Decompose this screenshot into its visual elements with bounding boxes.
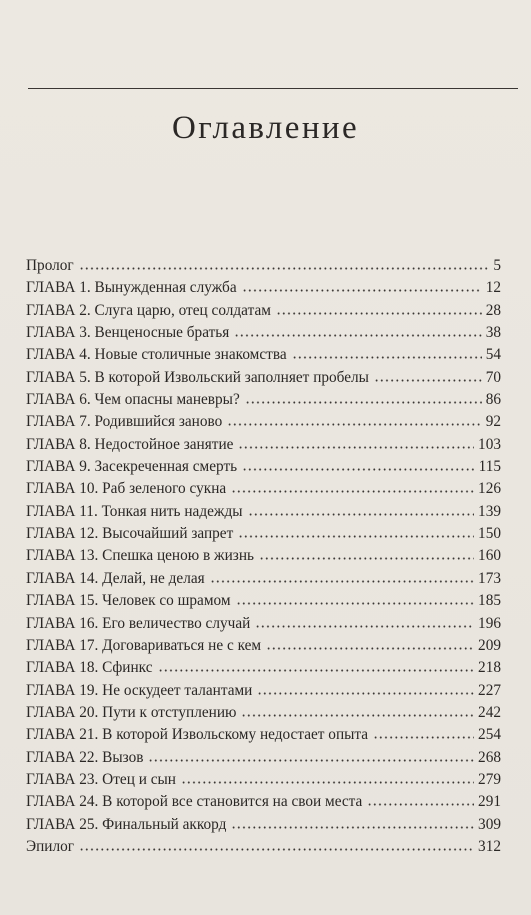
toc-entry-label: ГЛАВА 19. Не оскудеет талантами <box>26 681 253 699</box>
dot-leader <box>238 435 474 449</box>
dot-leader <box>79 256 490 270</box>
toc-entry-label: ГЛАВА 3. Венценосные братья <box>26 324 230 342</box>
toc-entry-label: ГЛАВА 5. В которой Извольский заполняет пробелы <box>26 368 369 386</box>
dot-leader <box>245 390 482 404</box>
toc-entry <box>26 702 501 724</box>
dot-leader <box>248 502 475 516</box>
dot-leader <box>234 323 481 337</box>
toc-entry <box>26 456 501 478</box>
dot-leader <box>231 479 474 493</box>
toc-entry <box>26 724 501 746</box>
toc-entry <box>26 769 501 791</box>
toc-entry-page-number: 227 <box>478 681 501 699</box>
toc-entry-page-number: 312 <box>478 837 501 855</box>
toc-entry <box>26 255 501 277</box>
toc-entry-page-number: 279 <box>478 770 501 788</box>
toc-entry-page-number: 196 <box>478 614 501 632</box>
toc-entry-label: ГЛАВА 25. Финальный аккорд <box>26 815 227 833</box>
toc-entry-label: ГЛАВА 24. В которой все становится на свои места <box>26 793 363 811</box>
toc-entry-label: ГЛАВА 11. Тонкая нить надежды <box>26 502 243 520</box>
dot-leader <box>257 681 474 695</box>
toc-entry-label: ГЛАВА 4. Новые столичные знакомства <box>26 346 287 364</box>
toc-entry-page-number: 103 <box>478 435 501 453</box>
dot-leader <box>242 457 475 471</box>
toc-entry-page-number: 70 <box>485 368 501 386</box>
dot-leader <box>374 368 482 382</box>
toc-entry <box>26 523 501 545</box>
toc-entry-label: ГЛАВА 10. Раб зеленого сукна <box>26 480 227 498</box>
toc-entry <box>26 411 501 433</box>
toc-entry-label: ГЛАВА 9. Засекреченная смерть <box>26 458 238 476</box>
toc-entry-label: ГЛАВА 15. Человек со шрамом <box>26 592 231 610</box>
toc-entry <box>26 277 501 299</box>
toc-entry <box>26 836 501 858</box>
toc-entry <box>26 300 501 322</box>
top-rule <box>28 88 518 89</box>
dot-leader <box>236 591 474 605</box>
dot-leader <box>231 815 474 829</box>
toc-entry-page-number: 86 <box>485 391 501 409</box>
toc-entry <box>26 434 501 456</box>
toc-entry <box>26 657 501 679</box>
toc-entry-label: ГЛАВА 22. Вызов <box>26 748 144 766</box>
toc-entry <box>26 501 501 523</box>
toc-entry-page-number: 209 <box>478 636 501 654</box>
dot-leader <box>266 636 474 650</box>
toc-entry <box>26 791 501 813</box>
toc-entry-page-number: 139 <box>478 502 501 520</box>
dot-leader <box>158 658 475 672</box>
toc-entry <box>26 322 501 344</box>
dot-leader <box>79 837 474 851</box>
toc-entry-page-number: 291 <box>478 793 501 811</box>
dot-leader <box>276 301 482 315</box>
page-title: Оглавление <box>171 110 360 146</box>
table-of-contents <box>26 255 501 858</box>
toc-entry-label: ГЛАВА 14. Делай, не делая <box>26 569 205 587</box>
dot-leader <box>259 546 474 560</box>
toc-entry <box>26 344 501 366</box>
dot-leader <box>255 614 474 628</box>
toc-entry <box>26 680 501 702</box>
toc-entry-label: Пролог <box>26 257 74 274</box>
toc-entry-page-number: 92 <box>485 413 501 431</box>
dot-leader <box>148 748 474 762</box>
toc-entry <box>26 635 501 657</box>
toc-entry-page-number: 309 <box>478 815 501 833</box>
toc-entry <box>26 590 501 612</box>
toc-entry-page-number: 254 <box>478 726 501 744</box>
dot-leader <box>238 524 474 538</box>
dot-leader <box>181 770 474 784</box>
toc-entry-label: Эпилог <box>26 837 75 855</box>
toc-entry <box>26 478 501 500</box>
toc-entry-label: ГЛАВА 16. Его величество случай <box>26 614 251 632</box>
toc-entry-label: ГЛАВА 20. Пути к отступлению <box>26 703 237 721</box>
toc-entry-page-number: 160 <box>478 547 501 565</box>
toc-entry-label: ГЛАВА 17. Договариваться не с кем <box>26 636 262 654</box>
toc-entry-label: ГЛАВА 7. Родившийся заново <box>26 413 223 431</box>
dot-leader <box>373 725 474 739</box>
toc-entry-label: ГЛАВА 23. Отец и сын <box>26 770 176 788</box>
toc-entry-page-number: 185 <box>478 592 501 610</box>
toc-entry-page-number: 115 <box>478 458 501 476</box>
toc-entry-page-number: 126 <box>478 480 501 498</box>
toc-entry-page-number: 242 <box>478 703 501 721</box>
dot-leader <box>292 345 482 359</box>
toc-entry-label: ГЛАВА 18. Сфинкс <box>26 659 153 677</box>
toc-entry-page-number: 28 <box>485 301 501 319</box>
toc-entry <box>26 545 501 567</box>
toc-entry-page-number: 268 <box>478 748 501 766</box>
toc-entry <box>26 367 501 389</box>
dot-leader <box>367 792 474 806</box>
toc-entry-page-number: 173 <box>478 569 501 587</box>
toc-entry-label: ГЛАВА 2. Слуга царю, отец солдатам <box>26 301 271 319</box>
dot-leader <box>241 703 474 717</box>
toc-entry-label: ГЛАВА 13. Спешка ценою в жизнь <box>26 547 255 565</box>
toc-entry <box>26 568 501 590</box>
toc-entry <box>26 389 501 411</box>
toc-entry-page-number: 38 <box>485 324 501 342</box>
toc-entry-page-number: 12 <box>485 279 501 297</box>
toc-entry-label: ГЛАВА 6. Чем опасны маневры? <box>26 391 240 409</box>
toc-entry-label: ГЛАВА 12. Высочайший запрет <box>26 525 234 543</box>
toc-entry-page-number: 54 <box>485 346 501 364</box>
dot-leader <box>227 412 481 426</box>
toc-entry-page-number: 150 <box>478 525 501 543</box>
toc-entry <box>26 814 501 836</box>
toc-entry-label: ГЛАВА 1. Вынужденная служба <box>26 279 237 297</box>
toc-entry <box>26 747 501 769</box>
toc-entry-page-number: 5 <box>493 257 501 274</box>
toc-entry-label: ГЛАВА 8. Недостойное занятие <box>26 435 234 453</box>
toc-entry-label: ГЛАВА 21. В которой Извольскому недостает опыта <box>26 726 369 744</box>
toc-entry <box>26 613 501 635</box>
dot-leader <box>210 569 474 583</box>
toc-entry-page-number: 218 <box>478 659 501 677</box>
dot-leader <box>242 278 482 292</box>
